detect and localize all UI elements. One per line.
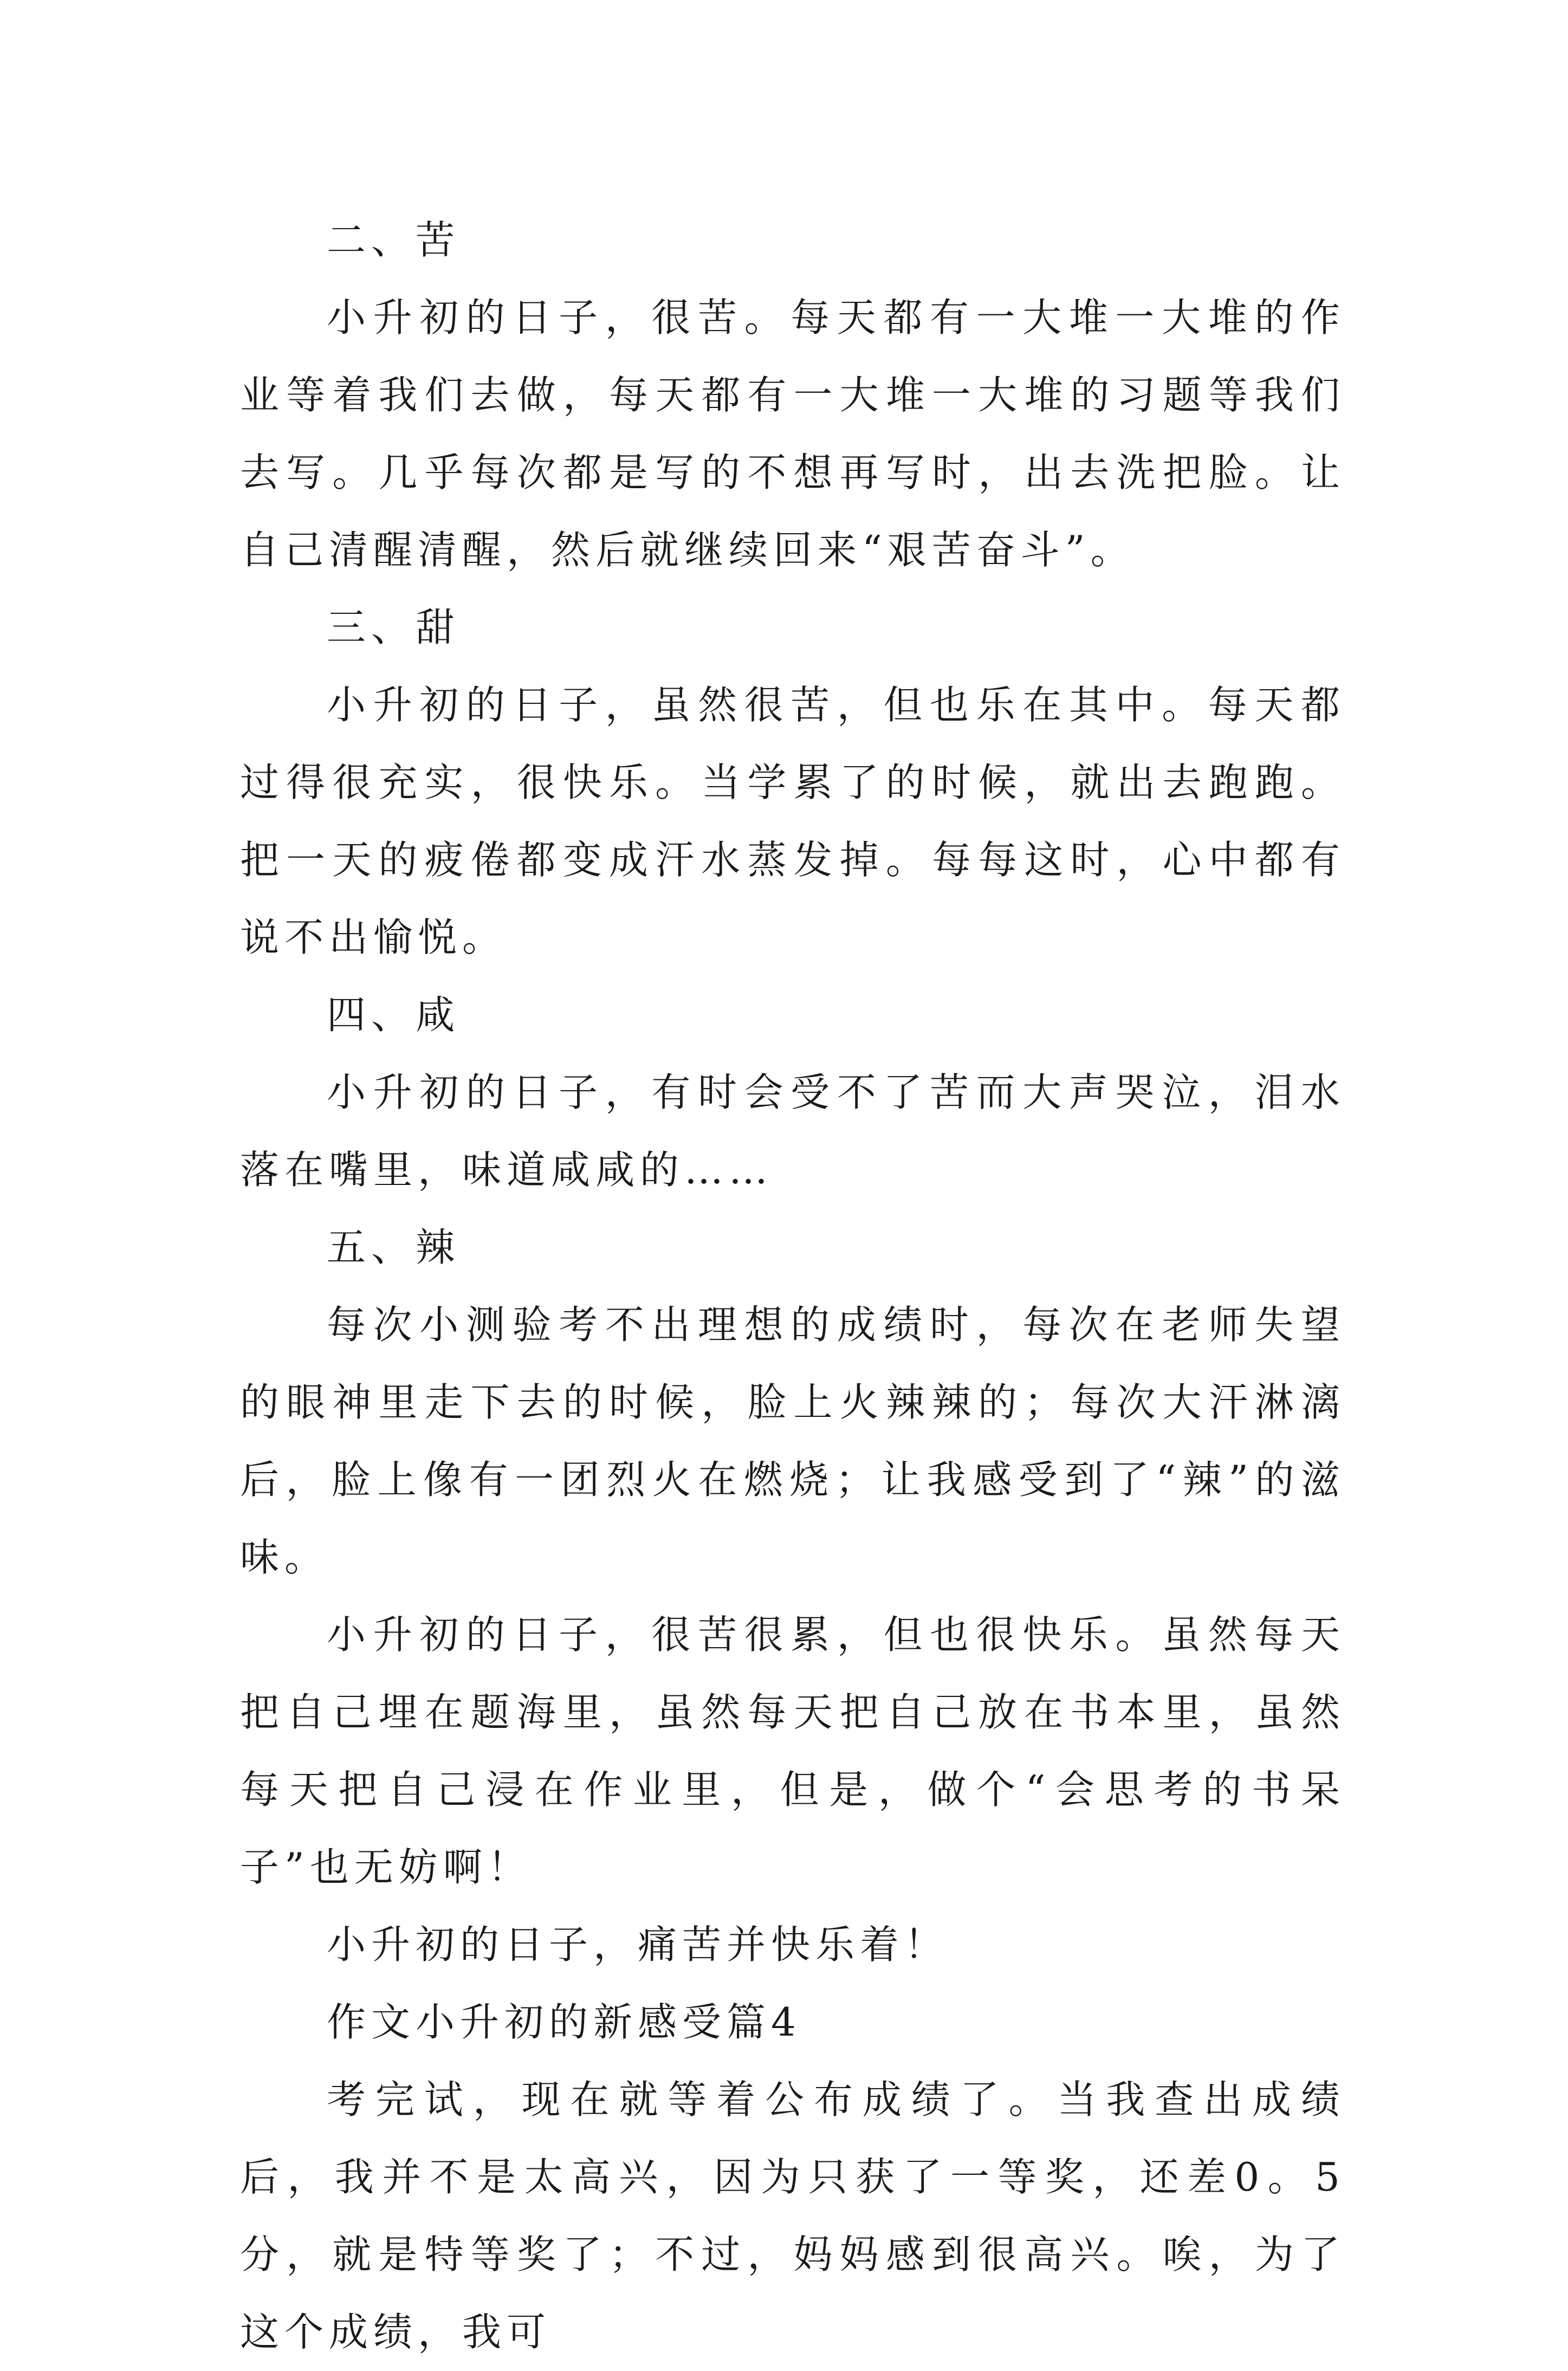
essay-title: 作文小升初的新感受篇4	[327, 1999, 801, 2045]
section-heading-salty: 四、咸	[327, 992, 461, 1038]
paragraph-spicy: 每次小测验考不出理想的成绩时，每次在老师失望的眼神里走下去的时候，脸上火辣辣的；每次大汗淋漓后，脸上像有一团烈火在燃烧；让我感受到了“辣”的滋味。	[240, 1302, 1345, 1580]
paragraph-sweet: 小升初的日子，虽然很苦，但也乐在其中。每天都过得很充实，很快乐。当学累了的时候，就出去跑跑。把一天的疲倦都变成汗水蒸发掉。每每这时，心中都有说不出愉悦。	[240, 682, 1345, 960]
paragraph-summary: 小升初的日子，很苦很累，但也很快乐。虽然每天把自己埋在题海里，虽然每天把自己放在书本里，虽然每天把自己浸在作业里，但是，做个“会思考的书呆子”也无妨啊！	[240, 1612, 1345, 1890]
paragraph-bitter: 小升初的日子，很苦。每天都有一大堆一大堆的作业等着我们去做，每天都有一大堆一大堆的习题等我们去写。几乎每次都是写的不想再写时，出去洗把脸。让自己清醒清醒，然后就继续回来“艰苦奋斗”。	[240, 295, 1345, 573]
section-heading-spicy: 五、辣	[327, 1225, 461, 1270]
section-heading-sweet: 三、甜	[327, 605, 461, 650]
paragraph-essay-4: 考完试，现在就等着公布成绩了。当我查出成绩后，我并不是太高兴，因为只获了一等奖，还差0。5分，就是特等奖了；不过，妈妈感到很高兴。唉，为了这个成绩，我可	[240, 2077, 1345, 2355]
document-body	[240, 202, 1345, 2371]
paragraph-salty: 小升初的日子，有时会受不了苦而大声哭泣，泪水落在嘴里，味道咸咸的……	[240, 1070, 1345, 1193]
paragraph-conclusion: 小升初的日子，痛苦并快乐着！	[327, 1922, 949, 1967]
section-heading-bitter: 二、苦	[327, 217, 461, 263]
